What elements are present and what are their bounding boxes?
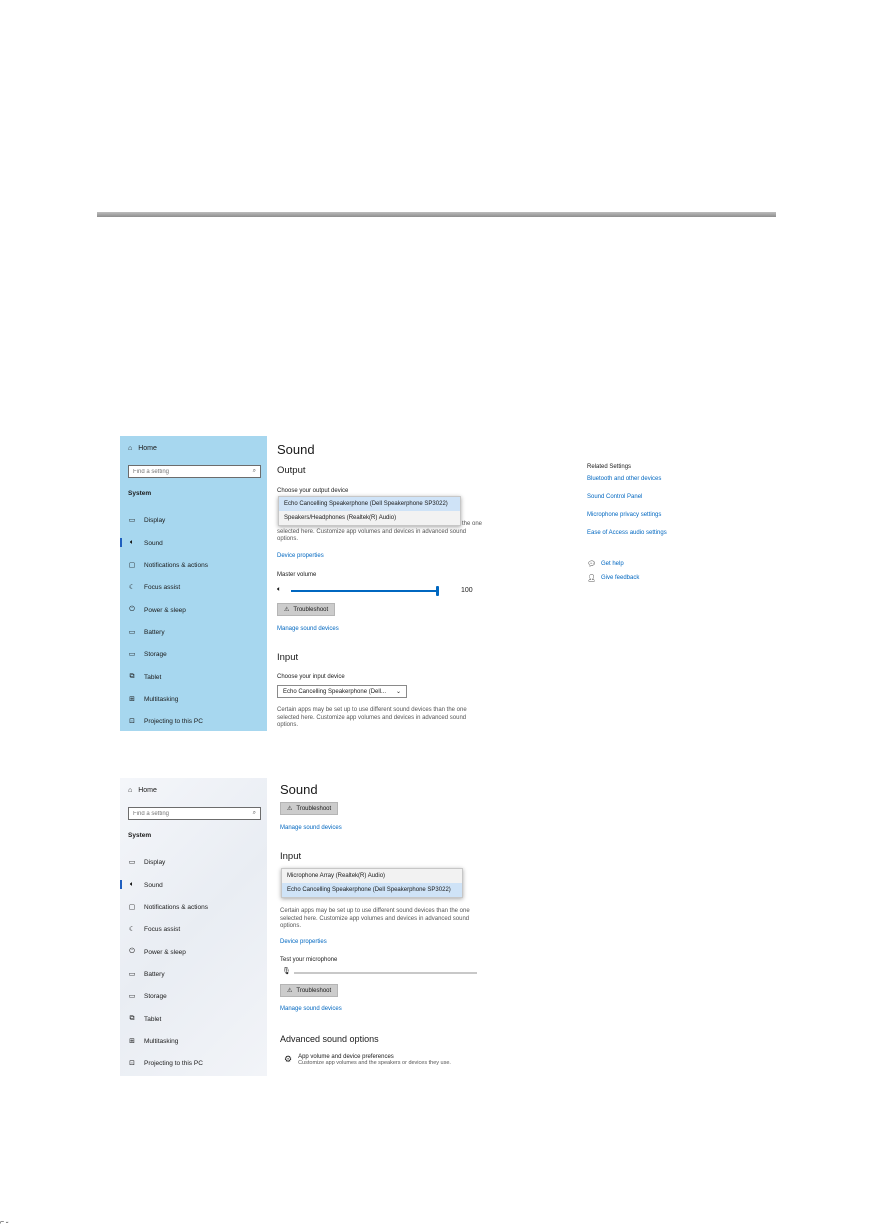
troubleshoot-button[interactable]: ⚠ Troubleshoot: [280, 802, 338, 815]
input-option-speakerphone[interactable]: Echo Cancelling Speakerphone (Dell Speakerphone SP3022): [282, 883, 462, 897]
multitasking-icon: ⊞: [129, 1038, 135, 1045]
manage-sound-devices-link[interactable]: Manage sound devices: [280, 825, 342, 831]
sidebar-item-battery[interactable]: ▭ Battery: [128, 628, 165, 636]
page-footer-mark: ⌐ ˶: [0, 1219, 9, 1226]
moon-icon: ☾: [128, 926, 136, 933]
app-volume-description: Customize app volumes and the speakers or devices they use.: [298, 1060, 451, 1066]
advanced-sound-heading: Advanced sound options: [280, 1034, 379, 1044]
sidebar: [120, 778, 267, 1076]
sidebar-item-sound[interactable]: 🔈︎ Sound: [129, 539, 163, 547]
sidebar-item-multitasking[interactable]: ⊞ Multitasking: [129, 695, 179, 703]
monitor-icon: ▭: [128, 859, 136, 866]
sidebar-item-projecting[interactable]: ⊡ Projecting to this PC: [129, 1059, 203, 1067]
app-volume-preferences[interactable]: [284, 1054, 451, 1066]
settings-screenshot-output: [120, 436, 667, 731]
sidebar-item-notifications[interactable]: ▢ Notifications & actions: [128, 561, 208, 569]
notification-icon: ▢: [128, 562, 136, 569]
sidebar-item-multitasking[interactable]: ⊞ Multitasking: [129, 1037, 179, 1045]
speaker-icon: 🔈︎: [129, 881, 135, 888]
speaker-icon: 🔈︎: [277, 586, 282, 593]
troubleshoot-button-2[interactable]: ⚠ Troubleshoot: [280, 984, 338, 997]
main-content: [280, 778, 623, 1076]
sidebar-home[interactable]: [128, 445, 157, 452]
manage-sound-devices-link-2[interactable]: Manage sound devices: [280, 1006, 342, 1012]
master-volume-slider[interactable]: [291, 590, 437, 592]
projector-icon: ⊡: [129, 1060, 135, 1067]
master-volume-value: 100: [461, 587, 473, 594]
sidebar-section-title: System: [128, 832, 152, 839]
input-option-mic-array[interactable]: Microphone Array (Realtek(R) Audio): [287, 873, 386, 879]
sidebar-item-storage[interactable]: ▭ Storage: [128, 650, 167, 658]
master-volume-thumb[interactable]: [436, 586, 439, 596]
active-indicator: [120, 880, 122, 889]
get-help-link[interactable]: 💬︎ Get help: [587, 561, 624, 568]
sidebar-item-projecting[interactable]: ⊡ Projecting to this PC: [129, 717, 203, 725]
page-title: Sound: [277, 442, 315, 457]
manage-sound-devices-link[interactable]: Manage sound devices: [277, 626, 339, 632]
storage-icon: ▭: [128, 993, 136, 1000]
warning-icon: ⚠: [287, 806, 293, 812]
power-icon: ⏻: [129, 948, 135, 955]
page-title: Sound: [280, 782, 318, 797]
output-device-label: Choose your output device: [277, 488, 349, 494]
microphone-privacy-link[interactable]: Microphone privacy settings: [587, 512, 662, 518]
troubleshoot-button[interactable]: ⚠ Troubleshoot: [277, 603, 335, 616]
chevron-down-icon: ⌄: [395, 689, 401, 695]
projector-icon: ⊡: [129, 718, 135, 725]
tablet-icon: ⧉: [129, 673, 135, 680]
sidebar-home[interactable]: [128, 787, 157, 794]
input-device-select[interactable]: Echo Cancelling Speakerphone (Dell... ⌄: [277, 685, 407, 698]
output-option-speakerphone[interactable]: Echo Cancelling Speakerphone (Dell Speakerphone SP3022): [279, 497, 460, 511]
multitasking-icon: ⊞: [129, 696, 135, 703]
sound-control-panel-link[interactable]: Sound Control Panel: [587, 494, 643, 500]
sidebar: [120, 436, 267, 731]
give-feedback-link[interactable]: 👤︎ Give feedback: [587, 575, 640, 582]
related-settings-title: Related Settings: [587, 464, 632, 470]
output-option-speakers[interactable]: Speakers/Headphones (Realtek(R) Audio): [284, 515, 397, 521]
sidebar-item-sound[interactable]: 🔈︎ Sound: [129, 881, 163, 889]
input-note: Certain apps may be set up to use different sound devices than the one selected here. Customize app volumes and devices in advanced sound options.: [280, 908, 470, 929]
sidebar-item-focus-assist[interactable]: ☾ Focus assist: [128, 583, 181, 591]
sidebar-item-power[interactable]: ⏻ Power & sleep: [129, 948, 186, 956]
search-box[interactable]: [128, 807, 261, 820]
sidebar-item-tablet[interactable]: ⧉ Tablet: [129, 673, 162, 681]
input-heading: Input: [280, 851, 302, 862]
sidebar-section-title: System: [128, 490, 152, 497]
main-content: [277, 436, 620, 731]
home-label: Home: [138, 445, 157, 452]
ease-of-access-link[interactable]: Ease of Access audio settings: [587, 530, 667, 536]
test-microphone-label: Test your microphone: [280, 957, 338, 963]
output-device-dropdown[interactable]: [278, 496, 461, 526]
sidebar-item-display[interactable]: ▭ Display: [128, 516, 166, 524]
sidebar-item-display[interactable]: ▭ Display: [128, 858, 166, 866]
input-device-label: Choose your input device: [277, 674, 345, 680]
help-icon: 💬︎: [587, 561, 596, 568]
search-input[interactable]: [133, 469, 238, 475]
storage-icon: ▭: [128, 651, 136, 658]
active-indicator: [120, 538, 122, 547]
sidebar-item-tablet[interactable]: ⧉ Tablet: [129, 1015, 162, 1023]
search-input[interactable]: [133, 811, 238, 817]
moon-icon: ☾: [128, 584, 136, 591]
device-properties-link[interactable]: Device properties: [277, 553, 324, 559]
device-properties-link[interactable]: Device properties: [280, 939, 327, 945]
sidebar-item-notifications[interactable]: ▢ Notifications & actions: [128, 903, 208, 911]
output-note: the one selected here. Customize app volumes and devices in advanced sound options.: [277, 521, 482, 542]
battery-icon: ▭: [128, 629, 136, 636]
monitor-icon: ▭: [128, 517, 136, 524]
warning-icon: ⚠: [284, 607, 290, 613]
bluetooth-link[interactable]: Bluetooth and other devices: [587, 476, 662, 482]
tablet-icon: ⧉: [129, 1015, 135, 1022]
horizontal-rule: [97, 212, 776, 217]
settings-screenshot-input: [120, 778, 620, 1076]
microphone-level-meter: [294, 972, 477, 974]
input-note: Certain apps may be set up to use different sound devices than the one selected here. Customize app volumes and devices in advanced sound options.: [277, 707, 467, 728]
notification-icon: ▢: [128, 904, 136, 911]
sidebar-item-battery[interactable]: ▭ Battery: [128, 970, 165, 978]
input-device-dropdown[interactable]: [281, 868, 463, 898]
search-icon: ⌕: [252, 468, 256, 474]
app-volume-title: App volume and device preferences: [298, 1054, 394, 1060]
sidebar-item-focus-assist[interactable]: ☾ Focus assist: [128, 925, 181, 933]
power-icon: ⏻: [129, 606, 135, 613]
home-icon: ⌂: [128, 445, 133, 452]
sidebar-item-storage[interactable]: ▭ Storage: [128, 992, 167, 1000]
output-heading: Output: [277, 465, 306, 476]
search-icon: ⌕: [252, 810, 256, 816]
master-volume-label: Master volume: [277, 572, 317, 578]
mixer-icon: ⚙︎: [284, 1054, 293, 1064]
warning-icon: ⚠: [287, 988, 293, 994]
input-heading: Input: [277, 652, 299, 663]
speaker-icon: 🔈︎: [129, 539, 135, 546]
search-box[interactable]: [128, 465, 261, 478]
home-icon: ⌂: [128, 787, 133, 794]
battery-icon: ▭: [128, 971, 136, 978]
feedback-icon: 👤︎: [587, 575, 596, 582]
sidebar-item-power[interactable]: ⏻ Power & sleep: [129, 606, 186, 614]
home-label: Home: [138, 787, 157, 794]
microphone-icon: 🎙︎: [282, 968, 291, 975]
